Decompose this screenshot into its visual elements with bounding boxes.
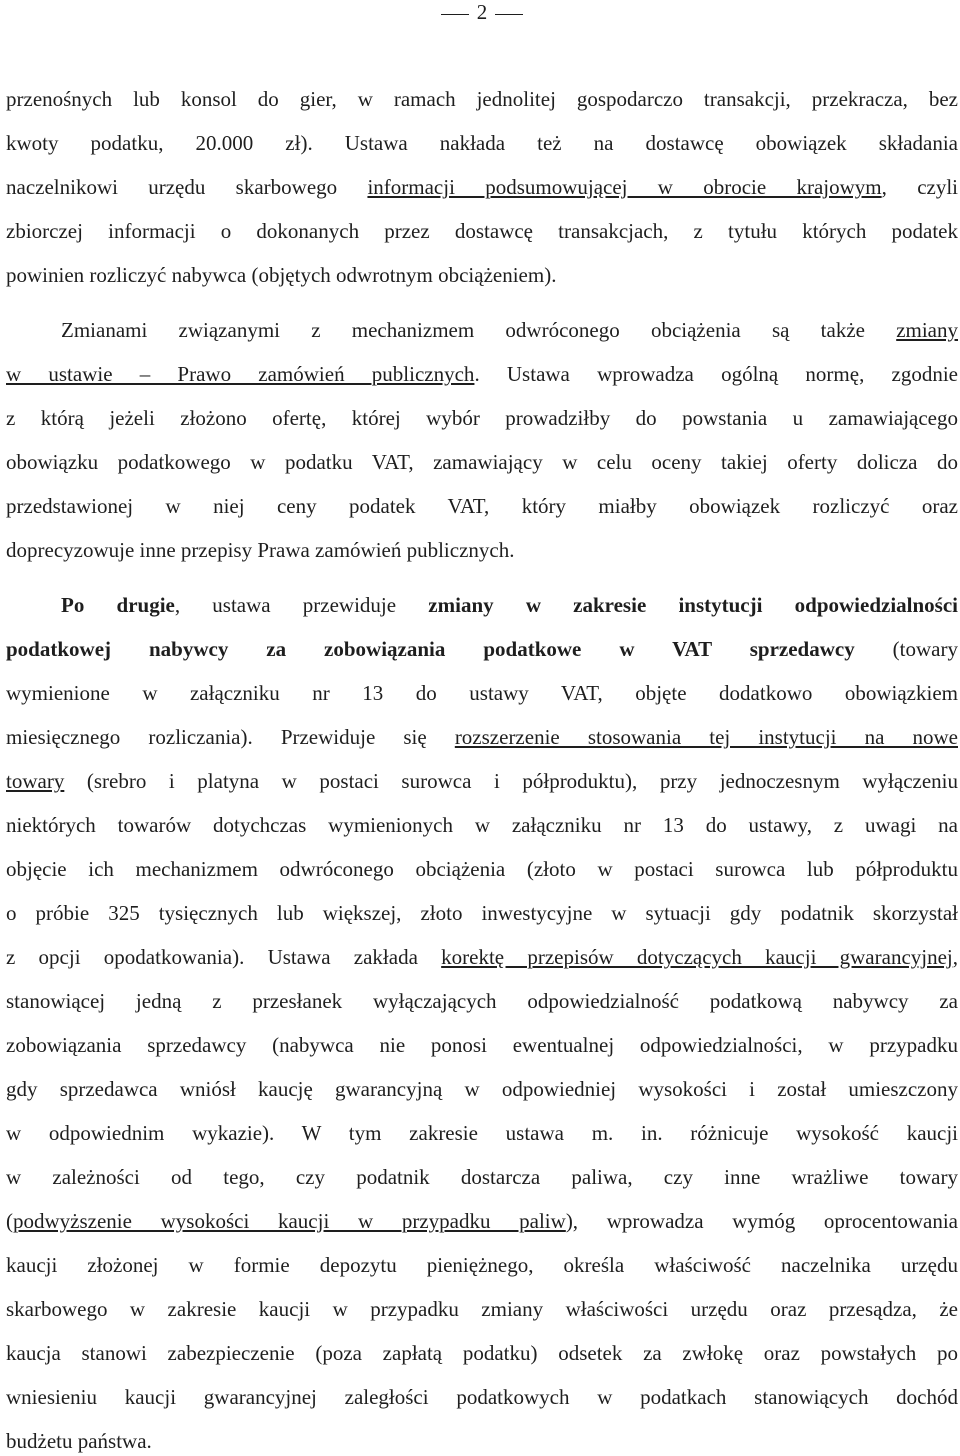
text-segment: kwoty podatku, 20.000 zł). Ustawa nakłada też na dostawcę obowiązek składania	[6, 131, 958, 155]
text-segment: . Ustawa wprowadza ogólną normę, zgodnie	[474, 362, 959, 386]
text-segment: obowiązku podatkowego w podatku VAT, zamawiający w celu oceny takiej oferty dolicza do	[6, 450, 958, 474]
page-number	[6, 0, 958, 24]
text-segment: , ustawa przewiduje	[174, 593, 429, 617]
text-line	[6, 128, 958, 158]
text-segment: doprecyzowuje inne przepisy Prawa zamówień publicznych.	[6, 538, 515, 562]
text-line	[6, 1294, 958, 1324]
text-segment: Zmianami związanymi z mechanizmem odwróconego obciążenia są także	[61, 318, 897, 342]
text-segment: niektórych towarów dotychczas wymienionych w załączniku nr 13 do ustawy, z uwagi na	[6, 813, 958, 837]
text-line	[6, 260, 958, 290]
underlined-text: rozszerzenie stosowania tej instytucji na nowe	[454, 725, 958, 749]
text-segment: kaucja stanowi zabezpieczenie (poza zapłatą podatku) odsetek za zwłokę oraz powstałych po	[6, 1341, 958, 1365]
text-segment: zobowiązania sprzedawcy (nabywca nie ponosi ewentualnej odpowiedzialności, w przypadku	[6, 1033, 958, 1057]
text-segment: objęcie ich mechanizmem odwróconego obciążenia (złoto w postaci surowca lub półproduktu	[6, 857, 958, 881]
text-line	[6, 315, 958, 345]
text-segment: kaucji złożonej w formie depozytu pieniężnego, określa właściwość naczelnika urzędu	[6, 1253, 958, 1277]
text-line	[6, 1118, 958, 1148]
text-line	[6, 1382, 958, 1412]
underlined-text: zmiany	[896, 318, 958, 342]
text-segment: (towary	[854, 637, 958, 661]
text-line	[6, 1162, 958, 1192]
text-line	[6, 172, 958, 202]
page-number-value: 2	[476, 0, 488, 24]
text-line	[6, 590, 958, 620]
text-line	[6, 1030, 958, 1060]
text-segment: przedstawionej w niej ceny podatek VAT, który miałby obowiązek rozliczyć oraz	[6, 494, 958, 518]
text-segment: budżetu państwa.	[6, 1429, 152, 1453]
text-segment: powinien rozliczyć nabywca (objętych odwrotnym obciążeniem).	[6, 263, 557, 287]
text-line	[6, 491, 958, 521]
text-segment: w odpowiednim wykazie). W tym zakresie ustawa m. in. różnicuje wysokość kaucji	[6, 1121, 958, 1145]
text-line	[6, 1206, 958, 1236]
text-line	[6, 854, 958, 884]
text-line	[6, 84, 958, 114]
text-segment: skarbowego w zakresie kaucji w przypadku zmiany właściwości urzędu oraz przesądza, że	[6, 1297, 958, 1321]
underlined-text: w ustawie – Prawo zamówień publicznych	[6, 362, 475, 386]
text-segment: w zależności od tego, czy podatnik dostarcza paliwa, czy inne wrażliwe towary	[6, 1165, 958, 1189]
text-line	[6, 678, 958, 708]
text-line	[6, 634, 958, 664]
text-segment: miesięcznego rozliczania). Przewiduje się	[6, 725, 455, 749]
text-segment: ,	[952, 945, 959, 969]
text-line	[6, 1338, 958, 1368]
underlined-text: informacji podsumowującej w obrocie krajowym	[367, 175, 882, 199]
text-segment: stanowiącej jedną z przesłanek wyłączających odpowiedzialność podatkową nabywcy za	[6, 989, 958, 1013]
text-line	[6, 359, 958, 389]
text-line	[6, 942, 958, 972]
text-segment: (	[6, 1209, 13, 1233]
text-line	[6, 986, 958, 1016]
text-line	[6, 216, 958, 246]
text-segment: z którą jeżeli złożono ofertę, której wybór prowadziłby do powstania u zamawiającego	[6, 406, 958, 430]
bold-text: Po drugie	[61, 593, 175, 617]
text-segment: o próbie 325 tysięcznych lub większej, złoto inwestycyjne w sytuacji gdy podatnik skorzystał	[6, 901, 958, 925]
bold-text: podatkowej nabywcy za zobowiązania podatkowe w VAT sprzedawcy	[6, 637, 855, 661]
text-segment: wymienione w załączniku nr 13 do ustawy VAT, objęte dodatkowo obowiązkiem	[6, 681, 958, 705]
text-line	[6, 403, 958, 433]
text-line	[6, 535, 958, 565]
text-segment: (srebro i platyna w postaci surowca i półproduktu), przy jednoczesnym wyłączeniu	[64, 769, 958, 793]
text-segment: , czyli	[881, 175, 959, 199]
text-line	[6, 1426, 958, 1456]
page-number-dash-left	[441, 14, 469, 15]
text-line	[6, 898, 958, 928]
underlined-text: korektę przepisów dotyczących kaucji gwarancyjnej	[441, 945, 953, 969]
text-segment: wniesieniu kaucji gwarancyjnej zaległości podatkowych w podatkach stanowiących dochód	[6, 1385, 958, 1409]
text-segment: ), wprowadza wymóg oprocentowania	[565, 1209, 959, 1233]
page-number-dash-right	[495, 14, 523, 15]
text-line	[6, 766, 958, 796]
text-segment: gdy sprzedawca wniósł kaucję gwarancyjną w odpowiedniej wysokości i został umieszczony	[6, 1077, 958, 1101]
text-line	[6, 1250, 958, 1280]
text-segment: przenośnych lub konsol do gier, w ramach jednolitej gospodarczo transakcji, przekracza, bez	[6, 87, 958, 111]
text-segment: zbiorczej informacji o dokonanych przez dostawcę transakcjach, z tytułu których podatek	[6, 219, 958, 243]
text-line	[6, 722, 958, 752]
underlined-text: podwyższenie wysokości kaucji w przypadku paliw	[13, 1209, 566, 1233]
text-line	[6, 1074, 958, 1104]
text-line	[6, 447, 958, 477]
text-segment: naczelnikowi urzędu skarbowego	[6, 175, 368, 199]
text-line	[6, 810, 958, 840]
underlined-text: towary	[6, 769, 65, 793]
bold-text: zmiany w zakresie instytucji odpowiedzialności	[428, 593, 958, 617]
text-segment: z opcji opodatkowania). Ustawa zakłada	[6, 945, 442, 969]
